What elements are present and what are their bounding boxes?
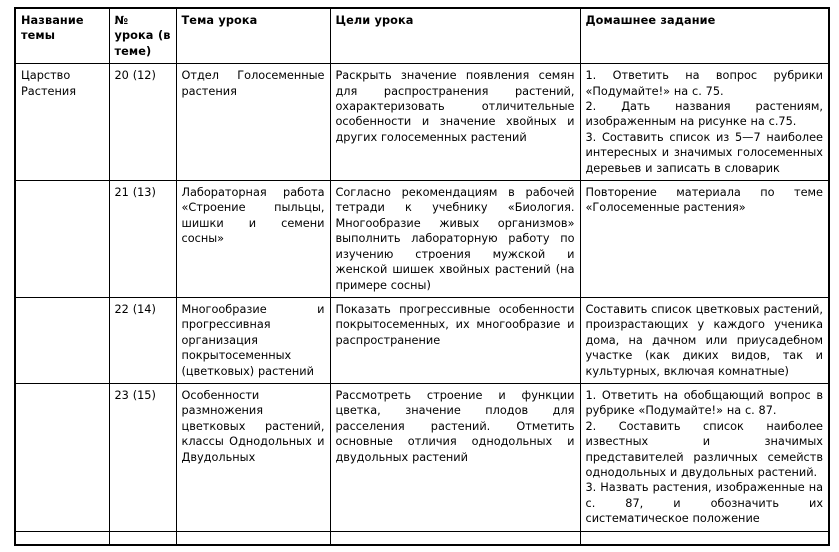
column-header-lesson-topic: Тема урока (176, 8, 330, 64)
table-row (15, 181, 829, 298)
lesson-topic-cell-empty (176, 531, 330, 545)
lesson-goals-cell: Согласно рекомендациям в рабочей тетради к учебнику «Биология. Многообразие живых организмов» выполнить лабораторную работу по изучению строения мужской и женской шишек хвойных растений (на примере сосны) (330, 181, 580, 298)
homework-item: 2. Составить список наиболее известных и значимых представителей различных семейств однодольных и двудольных растений. (585, 419, 823, 479)
column-header-lesson-number: № урока (в теме) (109, 8, 176, 64)
column-header-theme-name: Название темы (15, 8, 109, 64)
homework-item: 1. Ответить на вопрос рубрики «Подумайте!» на с. 75. (585, 69, 823, 98)
lesson-topic-cell: Лабораторная работа «Строение пыльцы, шишки и семени сосны» (176, 181, 330, 298)
lesson-number-cell: 23 (15) (109, 383, 176, 531)
homework-cell (580, 383, 829, 531)
lesson-topic-cell: Отдел Голосеменные растения (176, 64, 330, 181)
table-row-partial-next-page (15, 531, 829, 545)
homework-cell (580, 64, 829, 181)
table-header-row (15, 8, 829, 64)
lesson-goals-cell: Раскрыть значение появления семян для распространения растений, охарактеризовать отличительные особенности и значение хвойных и других голосеменных растений (330, 64, 580, 181)
homework-item: Составить список цветковых растений, произрастающих у каждого ученика дома, на дачном или приусадебном участке (как диких видов, так и культурных, включая комнатные) (585, 302, 823, 378)
homework-cell (580, 297, 829, 383)
homework-item: 2. Дать названия растениям, изображенным на рисунке на с.75. (585, 100, 823, 129)
lesson-goals-cell: Рассмотреть строение и функции цветка, значение плодов для расселения растений. Отметить основные отличия однодольных и двудольных растений (330, 383, 580, 531)
homework-item: 3. Назвать растения, изображенные на с. 87, и обозначить их систематическое положение (585, 481, 823, 526)
theme-name-line-2: Растения (21, 84, 77, 98)
lesson-number-cell: 20 (12) (109, 64, 176, 181)
lesson-topic-cell: Многообразие и прогрессивная организация покрытосеменных (цветковых) растений (176, 297, 330, 383)
lesson-planning-table (14, 7, 830, 546)
theme-name-cell (15, 64, 109, 181)
column-header-homework: Домашнее задание (580, 8, 829, 64)
theme-name-cell-continued (15, 181, 109, 298)
lesson-number-cell: 22 (14) (109, 297, 176, 383)
homework-cell-empty (580, 531, 829, 545)
column-header-lesson-goals: Цели урока (330, 8, 580, 64)
table-header (15, 8, 829, 64)
table-row (15, 297, 829, 383)
table-body (15, 64, 829, 545)
table-row (15, 64, 829, 181)
homework-cell (580, 181, 829, 298)
theme-name-line-1: Царство (21, 69, 71, 83)
lesson-goals-cell-empty (330, 531, 580, 545)
table-row (15, 383, 829, 531)
lesson-number-cell-empty (109, 531, 176, 545)
theme-name-cell-continued (15, 383, 109, 531)
lesson-goals-cell: Показать прогрессивные особенности покрытосеменных, их многообразие и распространение (330, 297, 580, 383)
theme-name-cell-continued (15, 297, 109, 383)
homework-item: 3. Составить список из 5—7 наиболее интересных и значимых голосеменных деревьев и записать в словарик (585, 130, 823, 175)
homework-item: 1. Ответить на обобщающий вопрос в рубрике «Подумайте!» на с. 87. (585, 388, 823, 418)
lesson-topic-cell: Особенности размножения цветковых растений, классы Однодольных и Двудольных (176, 383, 330, 531)
homework-item: Повторение материала по теме «Голосеменные растения» (585, 186, 823, 215)
lesson-number-cell: 21 (13) (109, 181, 176, 298)
theme-name-cell-continued (15, 531, 109, 545)
